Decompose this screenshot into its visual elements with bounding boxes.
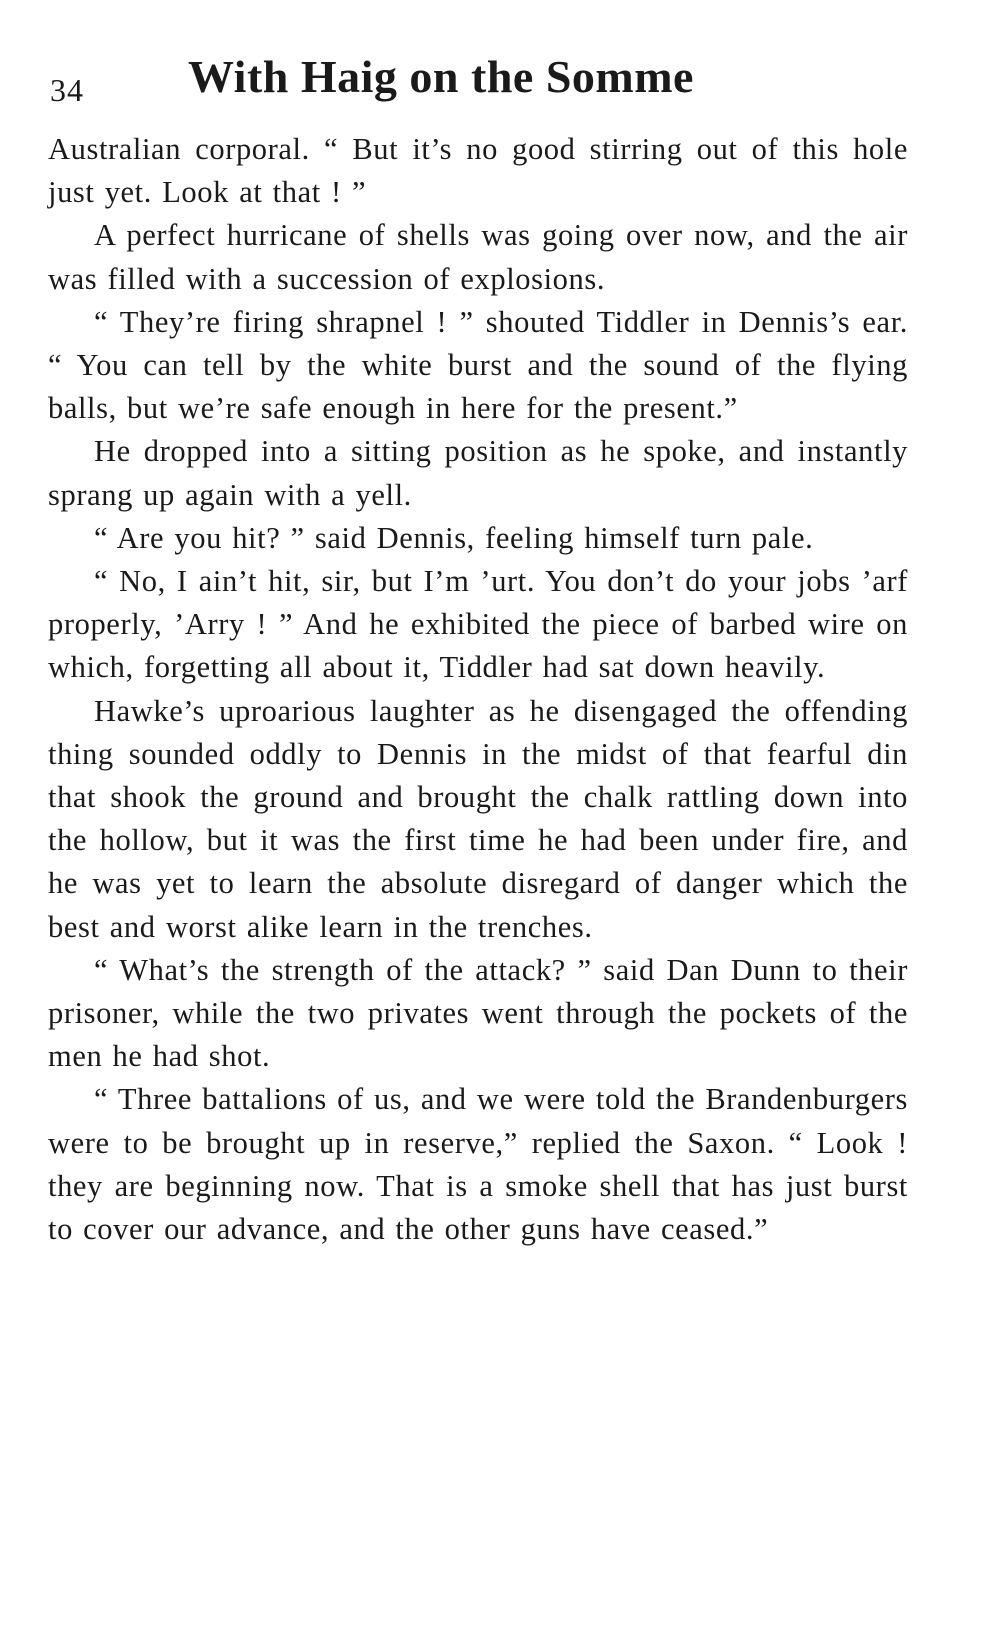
paragraph: He dropped into a sitting position as he spoke, and instantly sprang up again with a yell.	[48, 434, 908, 512]
paragraph: “ What’s the strength of the attack? ” said Dan Dunn to their prisoner, while the two privates went through the pockets of the men he had shot.	[48, 952, 908, 1074]
paragraph: Australian corporal. “ But it’s no good stirring out of this hole just yet. Look at that ! ”	[48, 132, 908, 210]
page-number: 34	[50, 72, 84, 108]
body-text	[48, 128, 908, 1251]
paragraph: “ No, I ain’t hit, sir, but I’m ’urt. You don’t do your jobs ’arf properly, ’Arry ! ” And he exhibited the piece of barbed wire on which, forgetting all about it, Tiddler had sat down heavily.	[48, 564, 908, 685]
paragraph: “ Three battalions of us, and we were told the Brandenburgers were to be brought up in reserve,” replied the Saxon. “ Look ! they are beginning now. That is a smoke shell that has just burst to cover our advance, and the other guns have ceased.”	[48, 1082, 908, 1247]
paragraph: Hawke’s uproarious laughter as he disengaged the offending thing sounded oddly to Dennis in the midst of that fearful din that shook the ground and brought the chalk rattling down into the hollow, but it was the first time he had been under fire, and he was yet to learn the absolute disregard of danger which the best and worst alike learn in the trenches.	[48, 693, 908, 944]
paragraph: “ Are you hit? ” said Dennis, feeling himself turn pale.	[94, 520, 814, 555]
paragraph: A perfect hurricane of shells was going over now, and the air was filled with a succession of explosions.	[48, 218, 908, 296]
book-page	[48, 48, 908, 1251]
page-header	[48, 48, 908, 128]
paragraph: “ They’re firing shrapnel ! ” shouted Tiddler in Dennis’s ear. “ You can tell by the white burst and the sound of the flying balls, but we’re safe enough in here for the present.”	[48, 304, 908, 426]
running-title: With Haig on the Somme	[188, 51, 694, 102]
